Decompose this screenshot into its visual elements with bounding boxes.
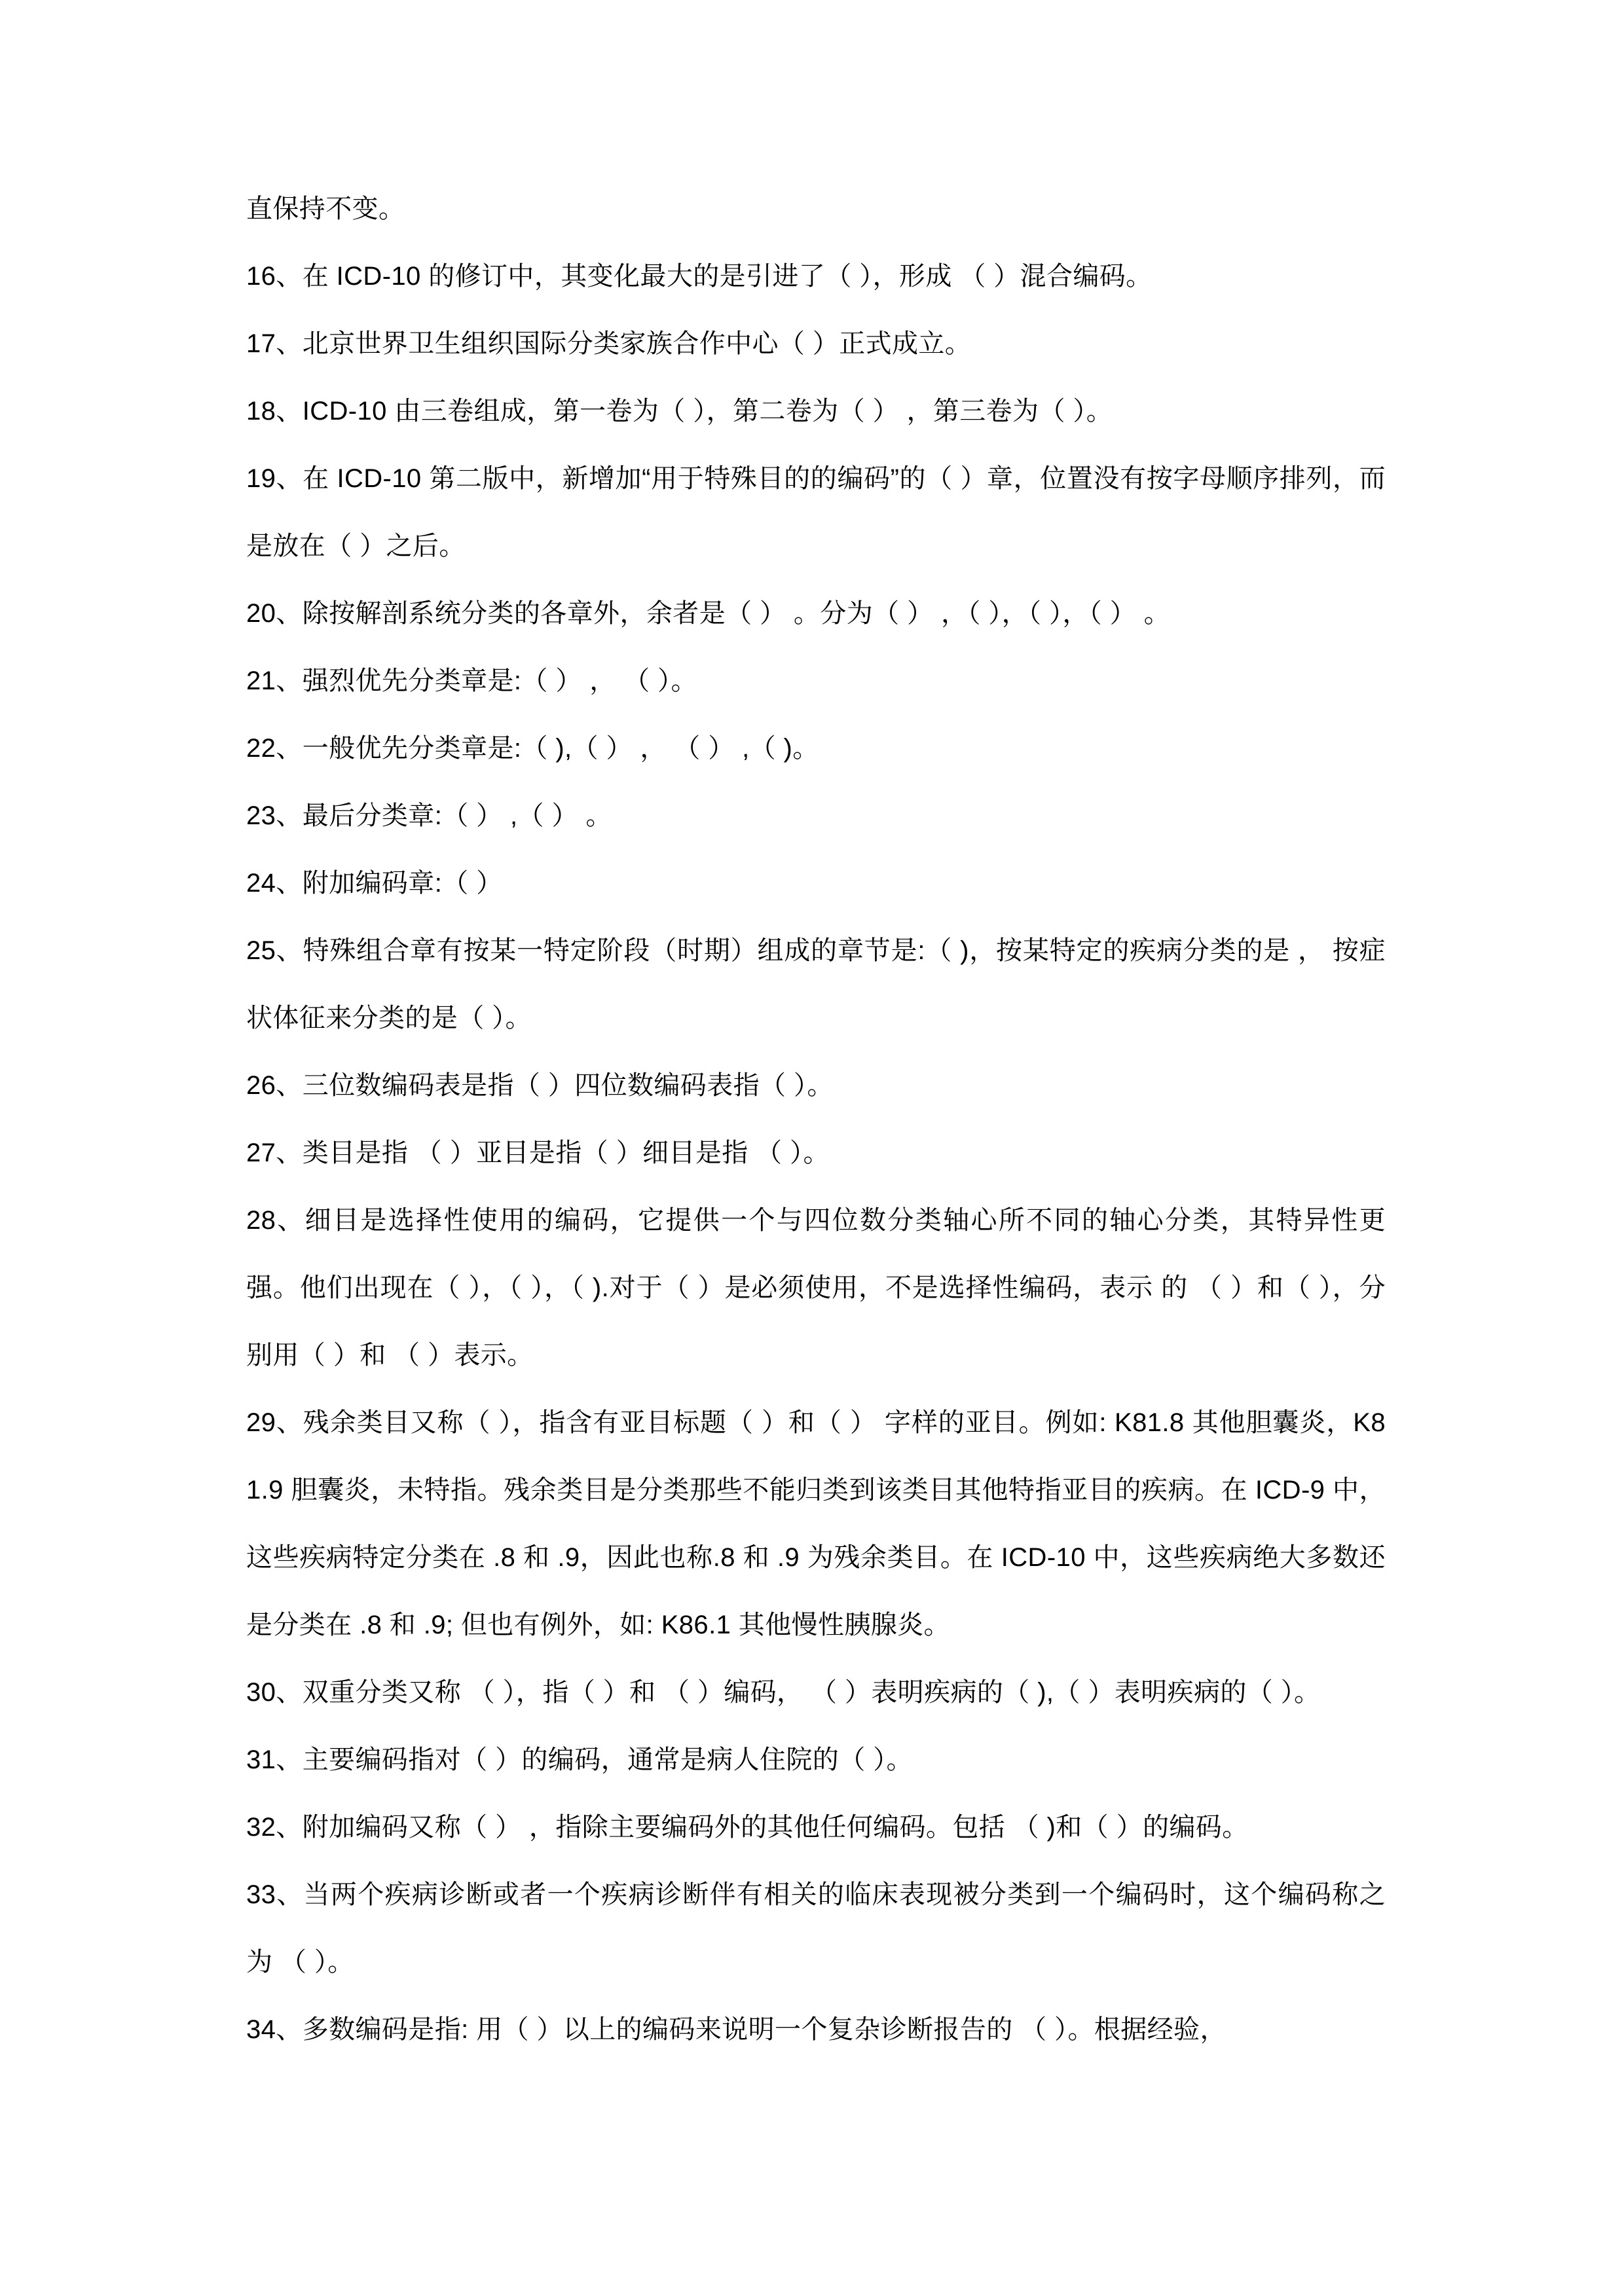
paragraph-carryover: 直保持不变。 <box>246 194 405 223</box>
paragraph-item-25: 25、特殊组合章有按某一特定阶段（时期）组成的章节是:（ )，按某特定的疾病分类的是 ， 按症状体征来分类的是（ ）。 <box>246 936 1386 1032</box>
paragraph-item-26: 26、三位数编码表是指（ ）四位数编码表指（ ）。 <box>246 1071 834 1100</box>
paragraph-item-30: 30、双重分类又称 （ ），指（ ）和 （ ）编码， （ ）表明疾病的（ ),（ ）表明疾病的（ ）。 <box>246 1678 1321 1707</box>
paragraph-item-22: 22、一般优先分类章是:（ ),（ ） ， （ ） ,（ )。 <box>246 734 819 763</box>
paragraph-item-18: 18、ICD-10 由三卷组成，第一卷为（ ），第二卷为（ ） ，第三卷为（ ）。 <box>246 397 1113 426</box>
paragraph-item-21: 21、强烈优先分类章是:（ ） ， （ ）。 <box>246 666 697 695</box>
document-text-column <box>246 175 1386 2064</box>
paragraph-item-34: 34、多数编码是指: 用（ ）以上的编码来说明一个复杂诊断报告的 （ ）。根据经验， <box>246 2015 1227 2044</box>
paragraph-item-24: 24、附加编码章:（ ） <box>246 869 503 898</box>
paragraph-item-16: 16、在 ICD-10 的修订中，其变化最大的是引进了（ ），形成 （ ）混合编码。 <box>246 262 1153 291</box>
paragraph-item-19: 19、在 ICD-10 第二版中，新增加“用于特殊目的的编码”的（ ）章，位置没有按字母顺序排列，而是放在（ ）之后。 <box>246 464 1386 560</box>
paragraph-item-28: 28、细目是选择性使用的编码，它提供一个与四位数分类轴心所不同的轴心分类，其特异性更强。他们出现在（ ），（ ），（ ).对于（ ）是必须使用，不是选择性编码，表示 的 （ ）和（ ），分别用（ ）和 （ ）表示。 <box>246 1206 1386 1370</box>
paragraph-item-33: 33、当两个疾病诊断或者一个疾病诊断伴有相关的临床表现被分类到一个编码时，这个编码称之为 （ ）。 <box>246 1880 1386 1977</box>
paragraph-item-31: 31、主要编码指对（ ）的编码，通常是病人住院的（ ）。 <box>246 1745 913 1774</box>
paragraph-item-20: 20、除按解剖系统分类的各章外，余者是（ ） 。分为（ ） ，（ ），（ ），（ ） 。 <box>246 599 1170 628</box>
paragraph-item-23: 23、最后分类章:（ ） ,（ ） 。 <box>246 801 612 830</box>
paragraph-item-17: 17、北京世界卫生组织国际分类家族合作中心（ ）正式成立。 <box>246 329 972 358</box>
paragraph-item-29: 29、残余类目又称（ ），指含有亚目标题（ ）和（ ） 字样的亚目。例如: K81.8 其他胆囊炎，K81.9 胆囊炎，未特指。残余类目是分类那些不能归类到该类目其他特指亚目的疾病。在 ICD-9 中，这些疾病特定分类在 .8 和 .9，因此也称.8 和 .9 为残余类目。在 ICD-10 中，这些疾病绝大多数还是分类在 .8 和 .9; 但也有例外，如: K86.1 其他慢性胰腺炎。 <box>246 1408 1386 1639</box>
paragraph-item-27: 27、类目是指 （ ）亚目是指（ ）细目是指 （ ）。 <box>246 1139 830 1167</box>
paragraph-item-32: 32、附加编码又称（ ） ，指除主要编码外的其他任何编码。包括 （ )和（ ）的编码。 <box>246 1813 1249 1842</box>
